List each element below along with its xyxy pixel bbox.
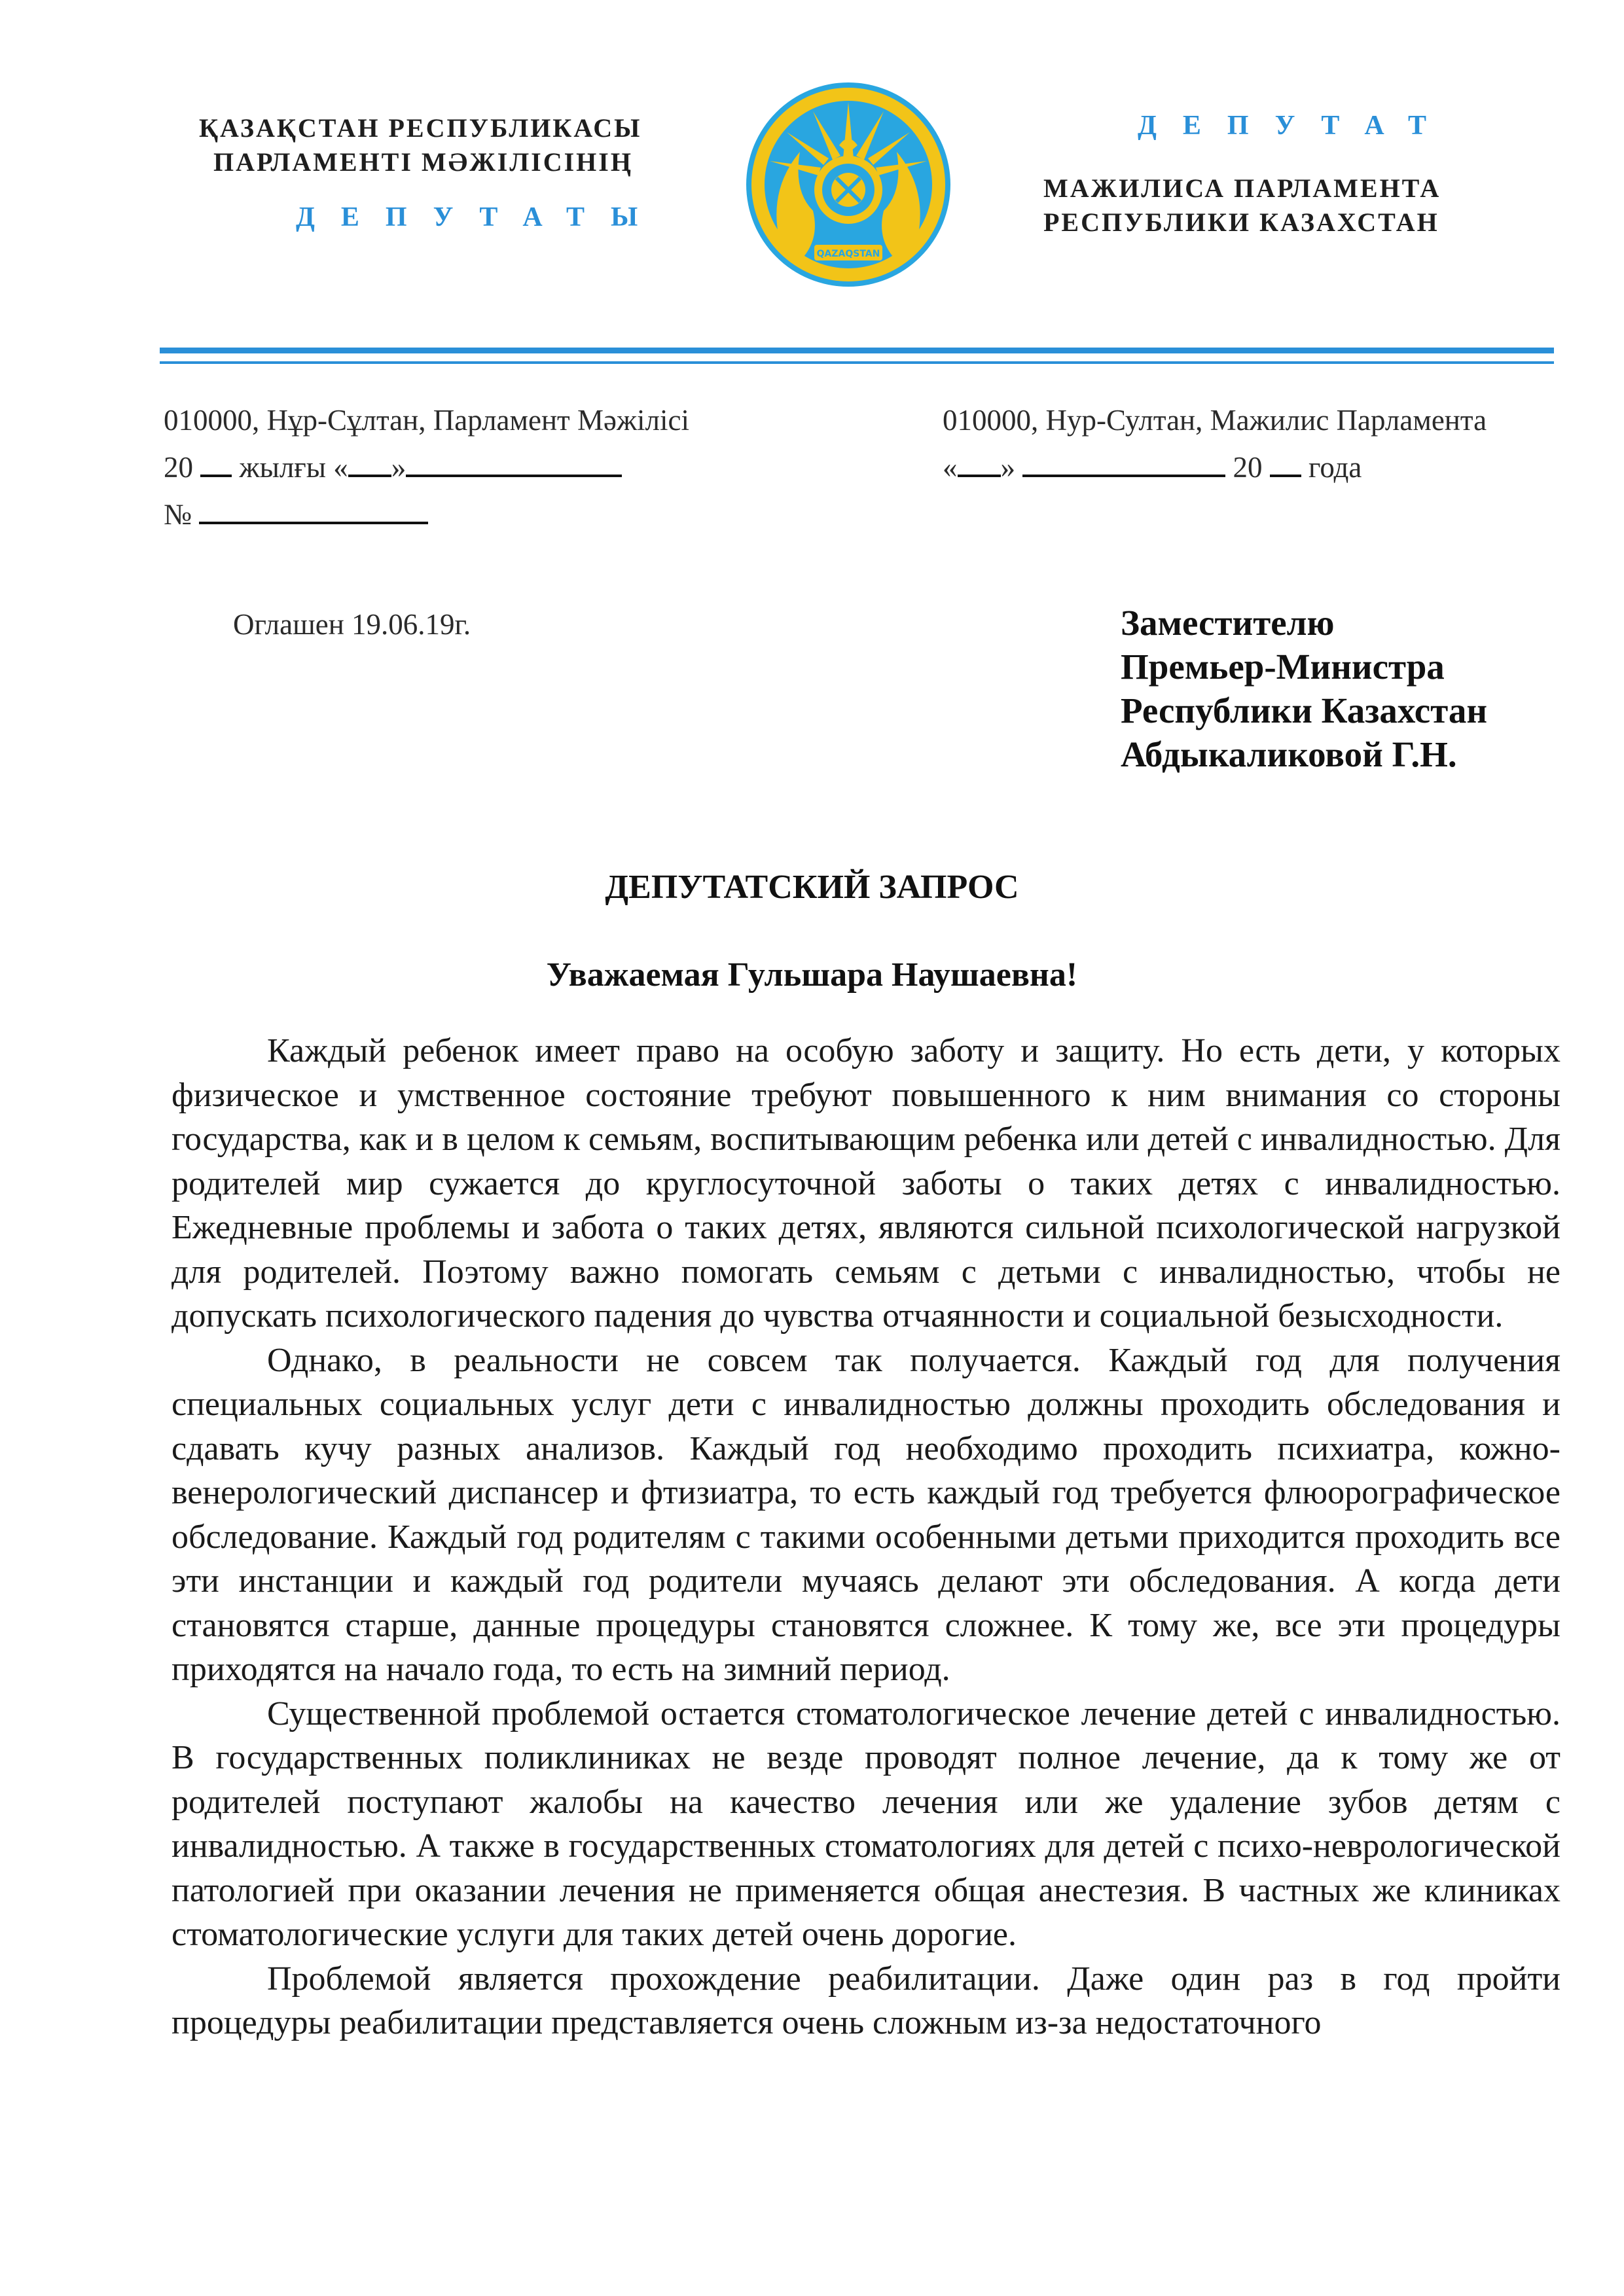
announced-note: Оглашен 19.06.19г. bbox=[233, 608, 471, 641]
body-paragraph-2: Однако, в реальности не совсем так получается. Каждый год для получения специальных социальных услуг дети с инвалидностью должны проходить обследования и сдавать кучу разных анализов. Каждый год необходимо проходить психиатра, кожно-венерологический диспансер и фтизиатра, то есть каждый год требуется флюорографическое обследование. Каждый год родителям с такими особенными детьми приходится проходить все эти инстанции и каждый год родители мучаясь делают эти обследования. А когда дети становятся старше, данные процедуры становятся сложнее. К тому же, все эти процедуры приходятся на начало года, то есть на зимний период. bbox=[171, 1341, 1561, 1688]
address-right bbox=[943, 397, 1487, 491]
document-title: ДЕПУТАТСКИЙ ЗАПРОС bbox=[605, 869, 1019, 906]
address-left-year-prefix: 20 bbox=[164, 451, 193, 484]
state-emblem-icon bbox=[741, 80, 956, 289]
address-left bbox=[164, 397, 689, 538]
header-divider-thin bbox=[160, 361, 1554, 364]
addressee-line2: Премьер-Министра bbox=[1121, 647, 1445, 687]
address-left-number-blank bbox=[199, 522, 428, 524]
header-divider-thick bbox=[160, 348, 1554, 353]
address-right-day-blank bbox=[958, 475, 1001, 477]
header-right-deputy: ДЕПУТАТ bbox=[1138, 111, 1453, 141]
address-left-number-prefix: № bbox=[164, 498, 192, 531]
header-right-line1: МАЖИЛИСА ПАРЛАМЕНТА bbox=[1043, 173, 1441, 203]
addressee-line1: Заместителю bbox=[1121, 603, 1335, 643]
address-right-line1: 010000, Нур-Султан, Мажилис Парламента bbox=[943, 404, 1487, 437]
addressee-line3: Республики Казахстан bbox=[1121, 691, 1488, 730]
salutation: Уважаемая Гульшара Наушаевна! bbox=[546, 956, 1078, 994]
addressee-line4: Абдыкаликовой Г.Н. bbox=[1121, 734, 1457, 774]
address-right-quote-close: » bbox=[1000, 451, 1015, 484]
address-right-date-line bbox=[943, 444, 1487, 491]
address-left-quote-close: » bbox=[391, 451, 406, 484]
address-right-year-blank bbox=[1270, 475, 1301, 477]
address-left-number-line bbox=[164, 491, 689, 538]
address-right-year-suffix: года bbox=[1308, 451, 1362, 484]
header-left-deputy: ДЕПУТАТЫ bbox=[296, 202, 664, 232]
address-left-date-line bbox=[164, 444, 689, 491]
address-left-year-blank bbox=[200, 475, 232, 477]
body-paragraph-4: Проблемой является прохождение реабилитации. Даже один раз в год пройти процедуры реабилитации представляется очень сложным из-за недостаточного bbox=[171, 1960, 1561, 2041]
address-right-month-blank bbox=[1022, 475, 1225, 477]
address-left-day-blank bbox=[348, 475, 391, 477]
header-left-line2: ПАРЛАМЕНТІ МӘЖІЛІСІНІҢ bbox=[213, 147, 633, 177]
addressee-block bbox=[1121, 601, 1487, 776]
body-paragraph-3: Существенной проблемой остается стоматологическое лечение детей с инвалидностью. В государственных поликлиниках не везде проводят полное лечение, да к тому же от родителей поступают жалобы на качество лечения или же удаление зубов детям с инвалидностью. А также в государственных стоматологиях для детей с психо-неврологической патологией при оказании лечения не применяется общая анестезия. В частных же клиниках стоматологические услуги для таких детей очень дорогие. bbox=[171, 1695, 1561, 1953]
address-left-month-blank bbox=[406, 475, 622, 477]
document-body bbox=[171, 1029, 1561, 2045]
header-right-line2: РЕСПУБЛИКИ КАЗАХСТАН bbox=[1043, 207, 1439, 237]
body-paragraph-1: Каждый ребенок имеет право на особую заботу и защиту. Но есть дети, у которых физическое и умственное состояние требуют повышенного к ним внимания со стороны государства, как и в целом к семьям, воспитывающим ребенка или детей с инвалидностью. Для родителей мир сужается до круглосуточной заботы о таких детях с инвалидностью. Ежедневные проблемы и забота о таких детях, являются сильной психологической нагрузкой для родителей. Поэтому важно помогать семьям с детьми с инвалидностью, чтобы не допускать психологического падения до чувства отчаянности и социальной безысходности. bbox=[171, 1032, 1561, 1335]
header-left-line1: ҚАЗАҚСТАН РЕСПУБЛИКАСЫ bbox=[199, 113, 642, 143]
emblem-ribbon-text: QAZAQSTAN bbox=[816, 249, 880, 259]
address-right-year-prefix: 20 bbox=[1233, 451, 1263, 484]
address-left-year-suffix: жылғы « bbox=[239, 451, 348, 484]
address-left-line1: 010000, Нұр-Сұлтан, Парламент Мәжілісі bbox=[164, 404, 689, 437]
address-right-quote-open: « bbox=[943, 451, 958, 484]
